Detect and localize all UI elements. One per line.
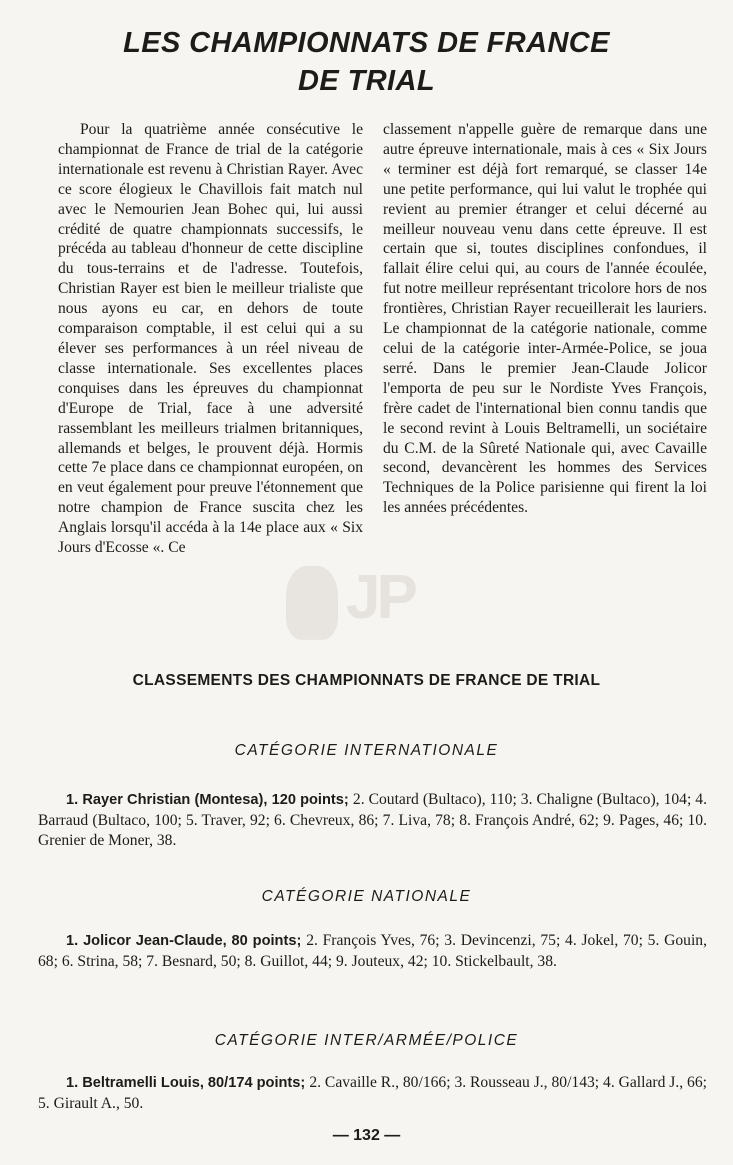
category-title-internationale: CATÉGORIE INTERNATIONALE xyxy=(234,742,499,759)
article-paragraph-right: classement n'appelle guère de remarque dans une autre épreuve internationale, mais à ces « Six Jours « terminer est déjà fort remarqué, se classer 14e une petite performance, qui lui valut le trophée qui revient au premier étranger et celui décerné au meilleur nouveau venu dans cette épreuve. Il est certain que si, toutes disciplines confondues, il fallait élire celui qui, au cours de l'année écoulée, fut notre meilleur représentant tricolore hors de nos frontières, Christian Rayer recueillerait les lauriers. Le championnat de la catégorie nationale, comme celui de la catégorie inter-Armée-Police, se joua serré. Dans le premier Jean-Claude Jolicor l'emporta de peu sur le Nordiste Yves François, frère cadet de l'international bien connu tandis que le second revint à Louis Beltramelli, un sociétaire du C.M. de la Sûreté Nationale qui, avec Cavaille second, devancèrent les hommes des Services Techniques de la Police parisienne qui firent la loi les années précédentes. xyxy=(383,121,707,517)
ranking-rest: 2. François Yves, 76; 3. Devincenzi, 75; 4. Jokel, 70; 5. Gouin, 68; 6. Strina, 58; 7. Besnard, 50; 8. Guillot, 44; 9. Jouteux, 42; 10. Stickelbault, 38. xyxy=(38,932,707,970)
category-title-inter-armee-police: CATÉGORIE INTER/ARMÉE/POLICE xyxy=(214,1032,519,1049)
classements-heading: CLASSEMENTS DES CHAMPIONNATS DE FRANCE DE TRIAL xyxy=(132,672,601,689)
winner-entry: 1. Beltramelli Louis, 80/174 points; xyxy=(66,1075,310,1091)
ranking-rest: 2. Cavaille R., 80/166; 3. Rousseau J., 80/143; 4. Gallard J., 66; 5. Girault A., 50. xyxy=(38,1074,707,1112)
article-title xyxy=(60,24,673,100)
article-paragraph-left: Pour la quatrième année consécutive le championnat de France de trial de la catégorie internationale est revenu à Christian Rayer. Avec ce score élogieux le Chavillois fait match nul avec le Nemourien Jean Bohec qui, lui aussi crédité de quatre championnats successifs, le précéda au tableau d'honneur de cette discipline du tous-terrains et de l'adresse. Toutefois, Christian Rayer est bien le meilleur trialiste que nous ayons eu car, en dehors de toute comparaison comptable, il est celui qui a su élever ses performances à un réel niveau de classe internationale. Ses excellentes places conquises dans les épreuves du championnat d'Europe de Trial, face à une adversité rassemblant les meilleurs trialmen britanniques, allemands et belges, le prouvent déjà. Hormis cette 7e place dans ce championnat européen, on en veut également pour preuve l'étonnement que notre champion de France suscita chez les Anglais lorsqu'il accéda à la 14e place aux « Six Jours d'Ecosse «. Ce xyxy=(58,121,363,557)
category-results-internationale xyxy=(38,790,707,851)
page-number: — 132 — xyxy=(332,1127,401,1144)
winner-entry: 1. Rayer Christian (Montesa), 120 points; xyxy=(66,792,353,808)
title-line-2: DE TRIAL xyxy=(298,65,435,97)
watermark-portrait xyxy=(286,566,338,640)
article-right-column xyxy=(383,120,707,518)
category-title-nationale: CATÉGORIE NATIONALE xyxy=(261,888,472,905)
winner-entry: 1. Jolicor Jean-Claude, 80 points; xyxy=(66,933,307,949)
ranking-rest: 2. Coutard (Bultaco), 110; 3. Chaligne (Bultaco), 104; 4. Barraud (Bultaco, 100; 5. Traver, 92; 6. Chevreux, 86; 7. Liva, 78; 8. François André, 62; 9. Pages, 46; 10. Grenier de Moner, 38. xyxy=(38,791,707,849)
watermark-logo xyxy=(282,558,422,648)
category-results-inter-armee-police xyxy=(38,1073,707,1114)
watermark-text: JP xyxy=(346,563,414,632)
article-left-column xyxy=(58,120,363,558)
category-results-nationale xyxy=(38,931,707,972)
title-line-1: LES CHAMPIONNATS DE FRANCE xyxy=(123,27,610,59)
